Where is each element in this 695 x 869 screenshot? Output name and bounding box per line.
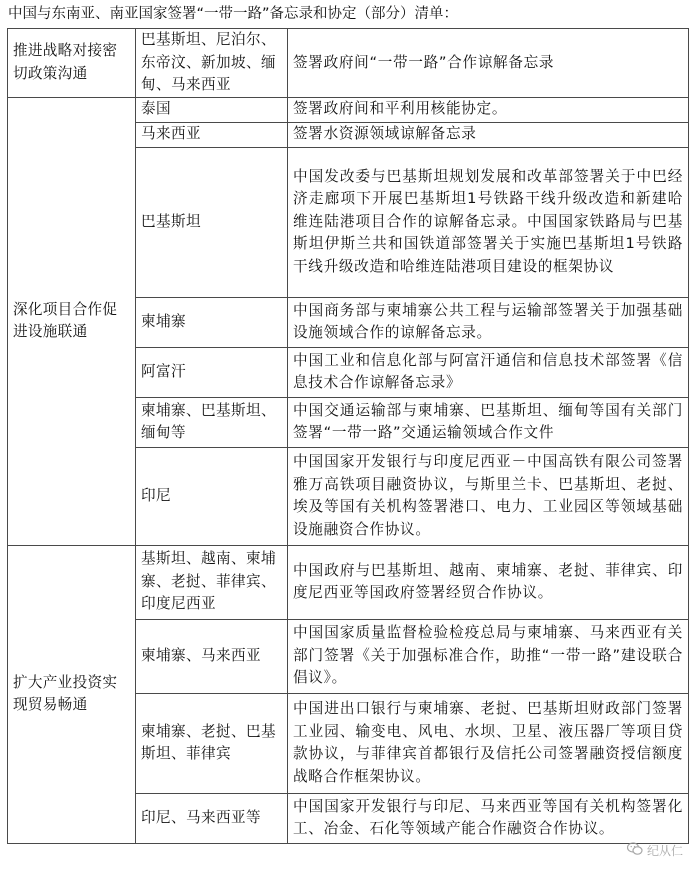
wechat-icon bbox=[627, 842, 643, 859]
country-cell: 阿富汗 bbox=[136, 347, 288, 397]
country-cell: 基斯坦、越南、柬埔寨、老挝、菲律宾、印度尼西亚 bbox=[136, 545, 288, 619]
document-cell: 签署水资源领域谅解备忘录 bbox=[288, 122, 689, 147]
document-heading: 中国与东南亚、南亚国家签署“一带一路”备忘录和协定（部分）清单： bbox=[8, 6, 459, 22]
document-cell: 中国交通运输部与柬埔寨、巴基斯坦、缅甸等国有关部门签署“一带一路”交通运输领域合作文件 bbox=[288, 397, 689, 447]
country-cell: 柬埔寨 bbox=[136, 297, 288, 347]
watermark bbox=[627, 842, 683, 859]
table-row bbox=[8, 97, 689, 122]
document bbox=[4, 4, 691, 844]
country-cell: 柬埔寨、巴基斯坦、缅甸等 bbox=[136, 397, 288, 447]
document-cell: 中国商务部与柬埔寨公共工程与运输部签署关于加强基础设施领域合作的谅解备忘录。 bbox=[288, 297, 689, 347]
agreements-table bbox=[7, 28, 689, 844]
category-cell: 推进战略对接密切政策沟通 bbox=[8, 29, 136, 98]
country-cell: 马来西亚 bbox=[136, 122, 288, 147]
table-row bbox=[8, 545, 689, 619]
country-cell: 印尼 bbox=[136, 447, 288, 545]
document-cell: 签署政府间和平利用核能协定。 bbox=[288, 97, 689, 122]
country-cell: 印尼、马来西亚等 bbox=[136, 793, 288, 843]
country-cell: 泰国 bbox=[136, 97, 288, 122]
table-row bbox=[8, 29, 689, 98]
country-cell: 巴基斯坦、尼泊尔、东帝汶、新加坡、缅甸、马来西亚 bbox=[136, 29, 288, 98]
document-cell: 中国国家开发银行与印度尼西亚－中国高铁有限公司签署雅万高铁项目融资协议，与斯里兰卡、巴基斯坦、老挝、埃及等国有关机构签署港口、电力、工业园区等领域基础设施融资合作协议。 bbox=[288, 447, 689, 545]
category-cell: 深化项目合作促进设施联通 bbox=[8, 97, 136, 545]
category-cell: 扩大产业投资实现贸易畅通 bbox=[8, 545, 136, 843]
document-cell: 中国发改委与巴基斯坦规划发展和改革部签署关于中巴经济走廊项下开展巴基斯坦1号铁路干线升级改造和新建哈维连陆港项目合作的谅解备忘录。中国国家铁路局与巴基斯坦伊斯兰共和国铁道部签署关于实施巴基斯坦1号铁路干线升级改造和哈维连陆港项目建设的框架协议 bbox=[288, 147, 689, 297]
document-cell: 签署政府间“一带一路”合作谅解备忘录 bbox=[288, 29, 689, 98]
country-cell: 柬埔寨、老挝、巴基斯坦、菲律宾 bbox=[136, 693, 288, 793]
document-cell: 中国国家开发银行与印尼、马来西亚等国有关机构签署化工、冶金、石化等领域产能合作融资合作协议。 bbox=[288, 793, 689, 843]
watermark-text: 纪从仁 bbox=[646, 844, 683, 858]
country-cell: 巴基斯坦 bbox=[136, 147, 288, 297]
document-cell: 中国工业和信息化部与阿富汗通信和信息技术部签署《信息技术合作谅解备忘录》 bbox=[288, 347, 689, 397]
document-cell: 中国国家质量监督检验检疫总局与柬埔寨、马来西亚有关部门签署《关于加强标准合作，助推“一带一路”建设联合倡议》。 bbox=[288, 619, 689, 693]
document-cell: 中国进出口银行与柬埔寨、老挝、巴基斯坦财政部门签署工业园、输变电、风电、水坝、卫星、液压器厂等项目贷款协议，与菲律宾首都银行及信托公司签署融资授信额度战略合作框架协议。 bbox=[288, 693, 689, 793]
country-cell: 柬埔寨、马来西亚 bbox=[136, 619, 288, 693]
document-cell: 中国政府与巴基斯坦、越南、柬埔寨、老挝、菲律宾、印度尼西亚等国政府签署经贸合作协议。 bbox=[288, 545, 689, 619]
